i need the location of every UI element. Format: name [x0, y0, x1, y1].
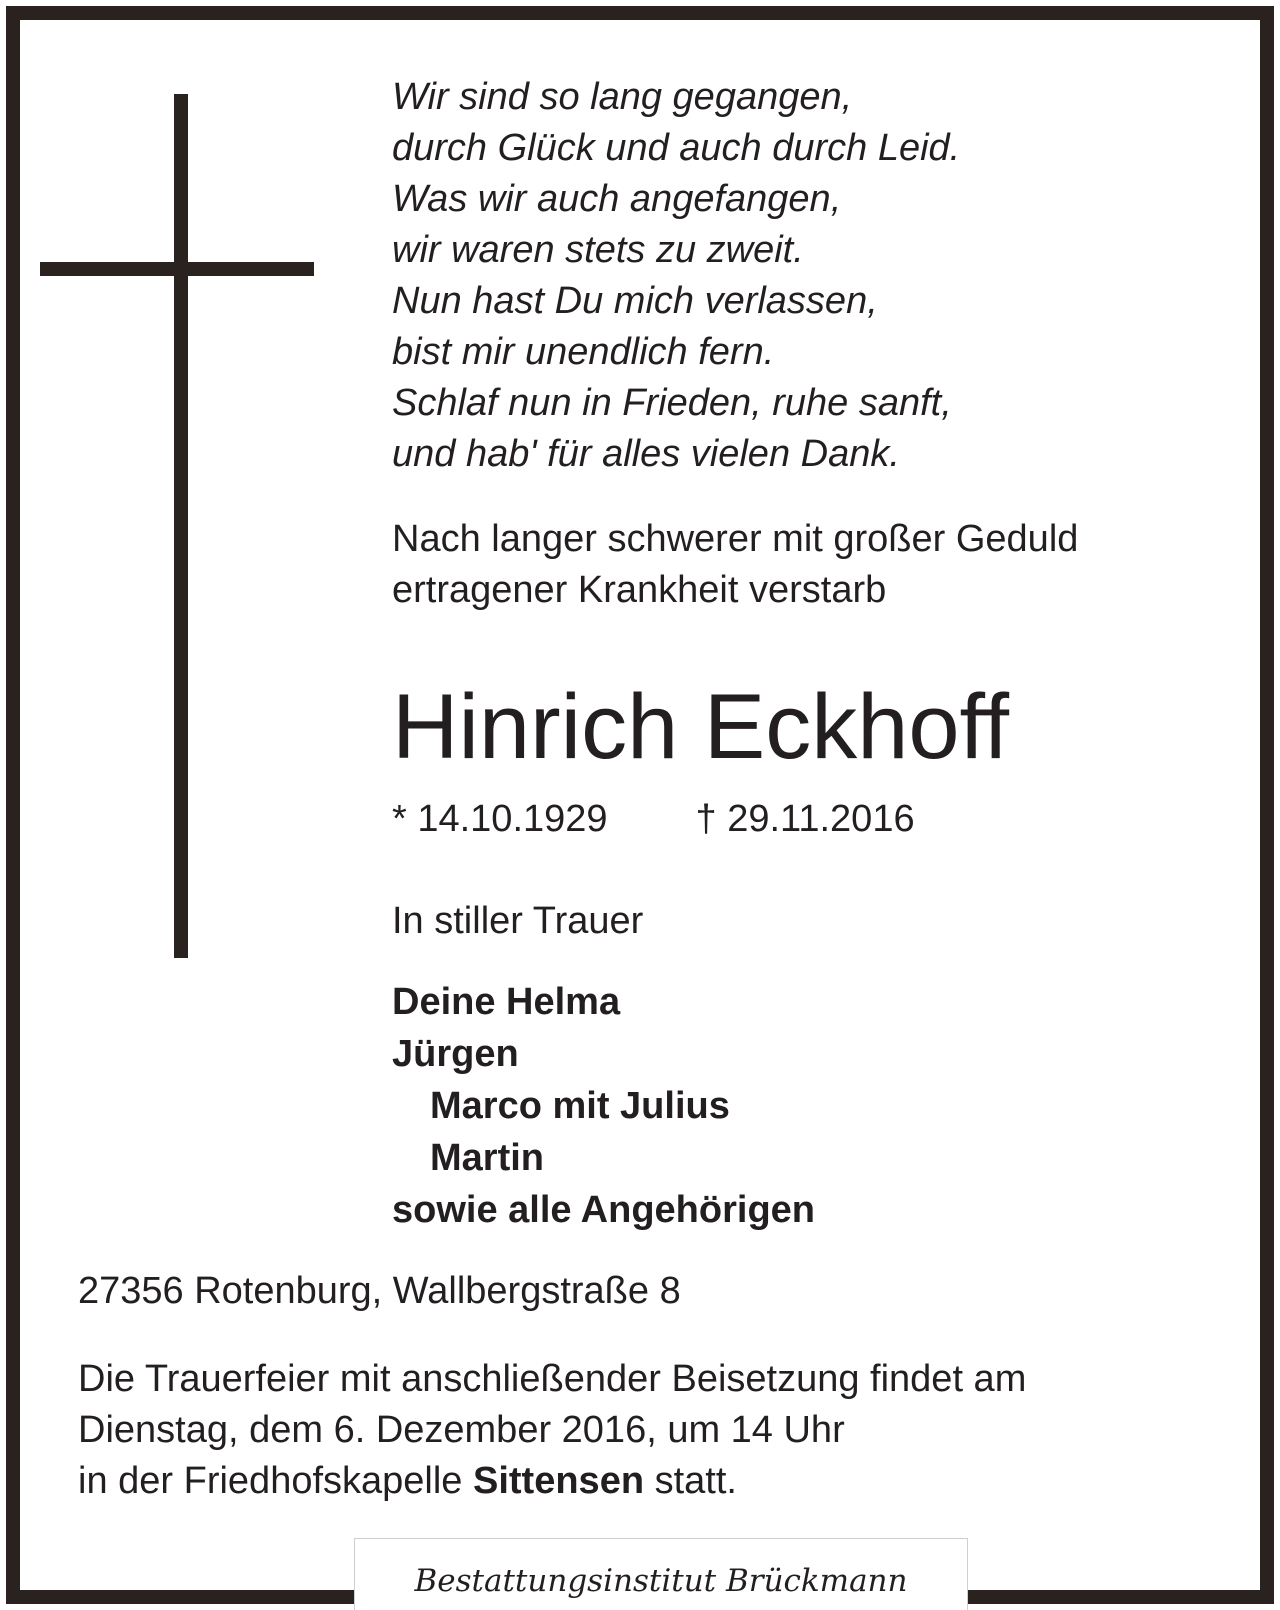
funeral-home-box	[354, 1538, 968, 1610]
cross-vertical-bar	[174, 94, 188, 958]
mourner-name: Martin	[430, 1137, 544, 1179]
poem-line: durch Glück und auch durch Leid.	[392, 127, 961, 169]
cross-horizontal-bar	[40, 262, 314, 276]
service-line: Die Trauerfeier mit anschließender Beisetzung findet am	[78, 1358, 1027, 1400]
poem-line: Nun hast Du mich verlassen,	[392, 280, 878, 322]
service-place: Sittensen	[473, 1460, 645, 1502]
intro-line: ertragener Krankheit verstarb	[392, 569, 887, 611]
mourning-phrase: In stiller Trauer	[392, 900, 644, 942]
death-date: † 29.11.2016	[695, 798, 915, 840]
funeral-home-name: Bestattungsinstitut Brückmann	[414, 1563, 908, 1599]
service-text: in der Friedhofskapelle	[78, 1460, 473, 1502]
intro-line: Nach langer schwerer mit großer Geduld	[392, 518, 1079, 560]
poem-line: bist mir unendlich fern.	[392, 331, 775, 373]
poem-line: und hab' für alles vielen Dank.	[392, 433, 900, 475]
mourners-list	[392, 976, 815, 1236]
mourner-name: Marco mit Julius	[430, 1085, 730, 1127]
deceased-name: Hinrich Eckhoff	[392, 676, 1010, 778]
birth-date: * 14.10.1929	[392, 798, 608, 840]
mourner-name: sowie alle Angehörigen	[392, 1189, 816, 1231]
life-dates	[392, 796, 915, 842]
funeral-service-info	[78, 1354, 1026, 1507]
mourner-name: Deine Helma	[392, 981, 621, 1023]
poem-line: Schlaf nun in Frieden, ruhe sanft,	[392, 382, 952, 424]
poem-line: wir waren stets zu zweit.	[392, 229, 804, 271]
service-line	[78, 1456, 1026, 1507]
poem-line: Was wir auch angefangen,	[392, 178, 842, 220]
death-announcement-intro	[392, 514, 1078, 616]
mourner-name: Jürgen	[392, 1033, 519, 1075]
service-line: Dienstag, dem 6. Dezember 2016, um 14 Uhr	[78, 1409, 845, 1451]
poem-line: Wir sind so lang gegangen,	[392, 76, 853, 118]
family-address: 27356 Rotenburg, Wallbergstraße 8	[78, 1270, 681, 1312]
service-text: statt.	[644, 1460, 737, 1502]
poem	[392, 72, 960, 480]
